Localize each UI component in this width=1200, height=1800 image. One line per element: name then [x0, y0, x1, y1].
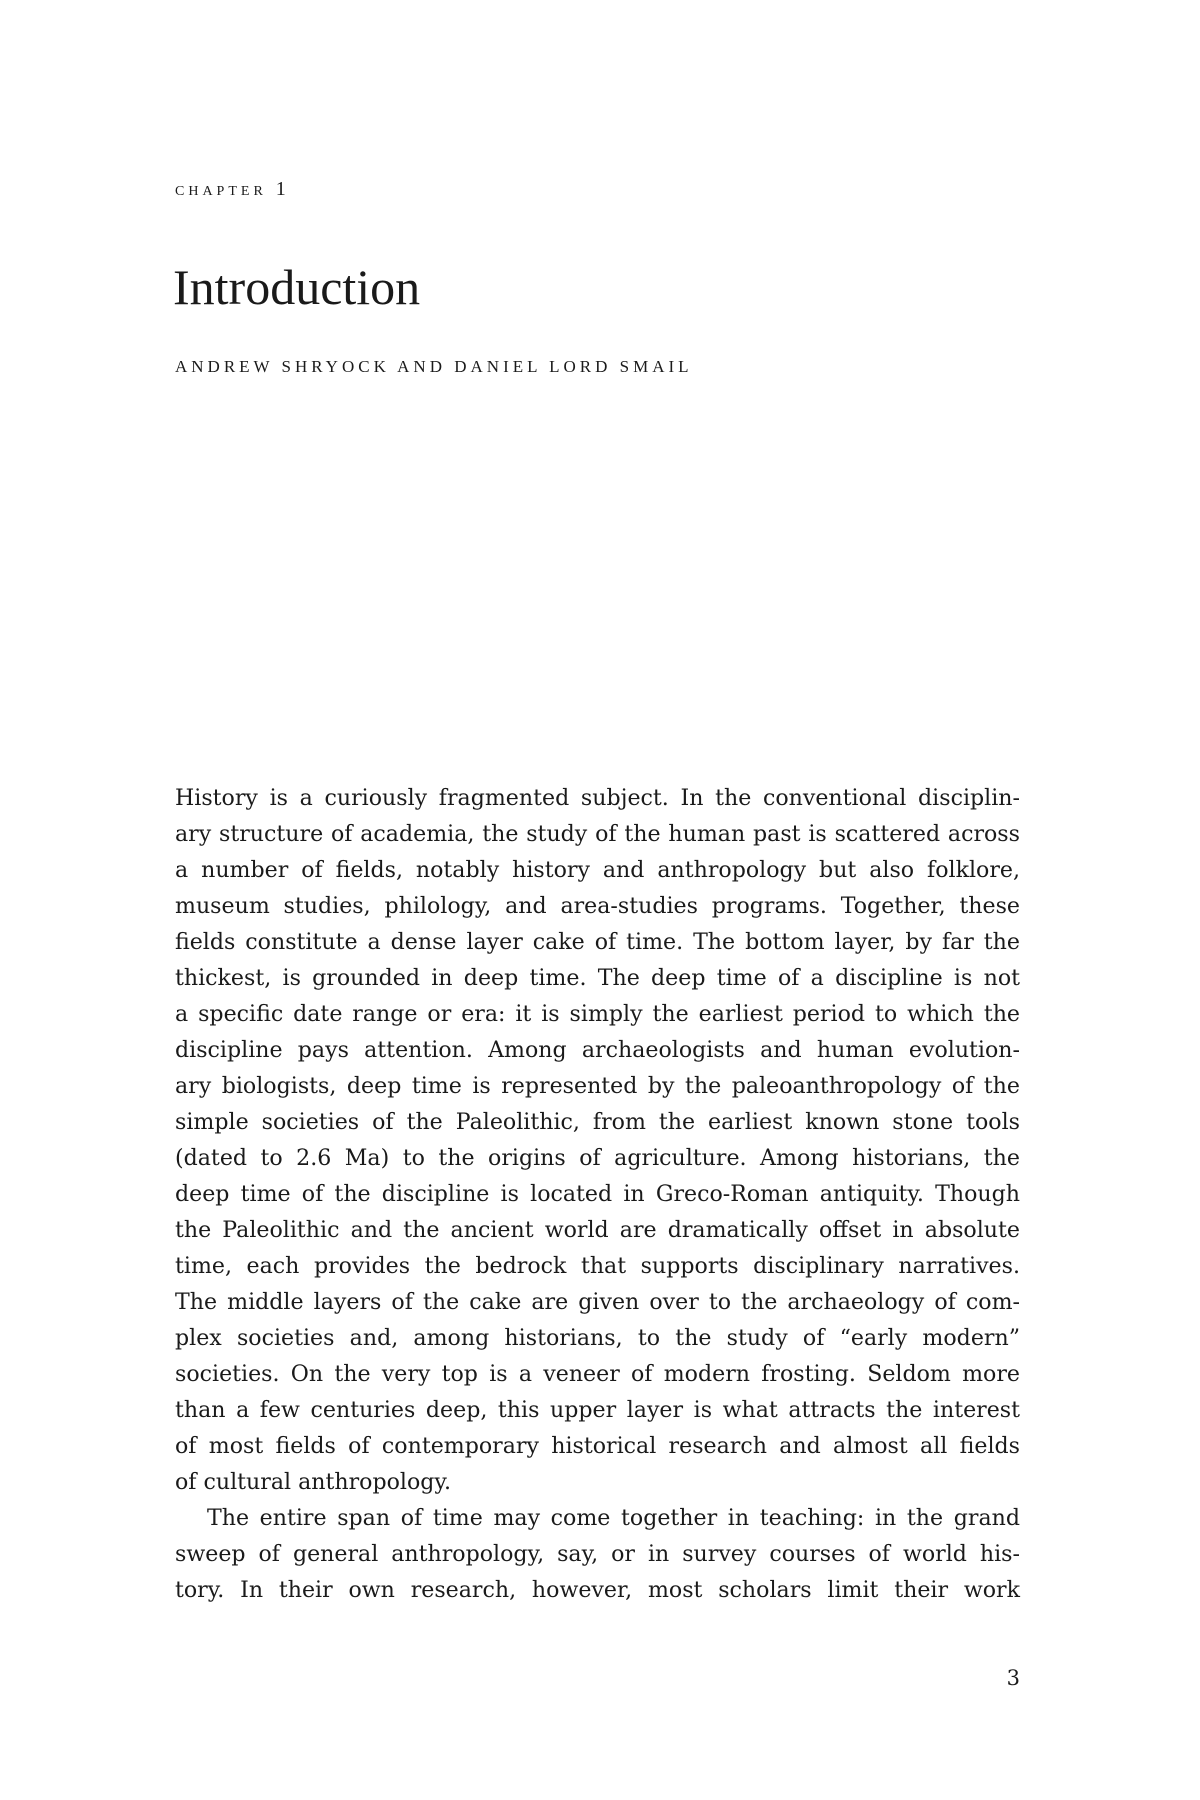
text-line: thickest, is grounded in deep time. The deep time of a discipline is not	[175, 965, 1020, 991]
text-line: fields constitute a dense layer cake of time. The bottom layer, by far the	[175, 929, 1020, 955]
text-line: plex societies and, among historians, to the study of “early modern”	[175, 1325, 1020, 1351]
text-line: simple societies of the Paleolithic, from the earliest known stone tools	[175, 1109, 1020, 1135]
text-line: time, each provides the bedrock that supports disciplinary narratives.	[175, 1253, 1020, 1279]
text-line: a specific date range or era: it is simply the earliest period to which the	[175, 1001, 1020, 1027]
chapter-authors: ANDREW SHRYOCK AND DANIEL LORD SMAIL	[175, 357, 693, 376]
text-line: ary biologists, deep time is represented by the paleoanthropology of the	[175, 1073, 1020, 1099]
text-line: (dated to 2.6 Ma) to the origins of agriculture. Among historians, the	[175, 1145, 1020, 1171]
text-line: societies. On the very top is a veneer of modern frosting. Seldom more	[175, 1361, 1020, 1387]
page-number: 3	[1006, 1666, 1020, 1690]
text-line: The entire span of time may come together in teaching: in the grand	[207, 1505, 1020, 1531]
text-line: than a few centuries deep, this upper layer is what attracts the interest	[175, 1397, 1020, 1423]
text-line: tory. In their own research, however, most scholars limit their work	[175, 1577, 1020, 1603]
chapter-title: Introduction	[173, 259, 421, 315]
body-text	[175, 780, 1020, 1608]
text-line: discipline pays attention. Among archaeologists and human evolution-	[175, 1037, 1020, 1063]
text-line: deep time of the discipline is located in Greco-Roman antiquity. Though	[175, 1181, 1020, 1207]
text-line: of most fields of contemporary historical research and almost all fields	[175, 1433, 1020, 1459]
text-line: sweep of general anthropology, say, or in survey courses of world his-	[175, 1541, 1020, 1567]
text-line: ary structure of academia, the study of the human past is scattered across	[175, 821, 1020, 847]
text-line: The middle layers of the cake are given over to the archaeology of com-	[175, 1289, 1020, 1315]
chapter-label: chapter 1	[175, 178, 290, 200]
text-line: the Paleolithic and the ancient world are dramatically offset in absolute	[175, 1217, 1020, 1243]
text-line: a number of fields, notably history and anthropology but also folklore,	[175, 857, 1020, 883]
text-line: museum studies, philology, and area-studies programs. Together, these	[175, 893, 1020, 919]
text-line: History is a curiously fragmented subject. In the conventional disciplin-	[175, 785, 1020, 811]
text-line: of cultural anthropology.	[175, 1469, 451, 1495]
